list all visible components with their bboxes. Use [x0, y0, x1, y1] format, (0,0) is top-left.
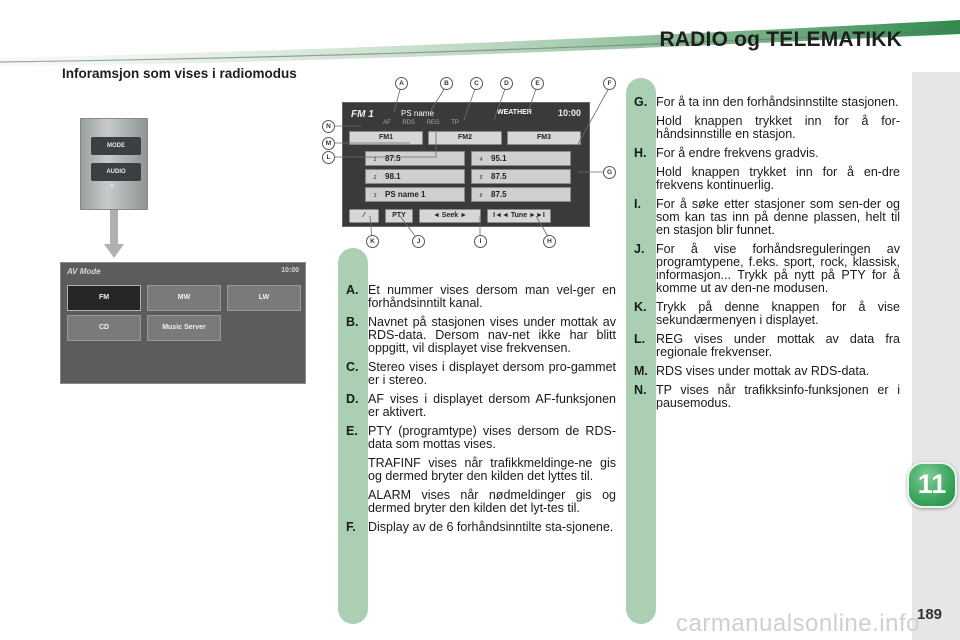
right-margin-strip	[912, 72, 960, 640]
description-text	[656, 333, 900, 359]
description-paragraph: RDS vises under mottak av RDS-data.	[656, 364, 870, 378]
plus-icon: +	[109, 181, 115, 192]
description-paragraph: Stereo vises i displayet dersom pro-gammet er i stereo.	[368, 360, 616, 387]
description-letter: A.	[346, 283, 359, 297]
indicator-af: AF	[383, 120, 391, 126]
tune-button: I◄◄ Tune ►►I	[487, 209, 551, 223]
description-text	[656, 301, 900, 327]
description-text	[368, 425, 616, 515]
av-button-fm: FM	[67, 285, 141, 311]
description-letter: D.	[346, 392, 359, 406]
description-letter: I.	[634, 197, 641, 211]
description-item	[346, 316, 616, 355]
description-letter: G.	[634, 95, 648, 109]
preset-4: 4 95.1	[471, 151, 571, 166]
description-text	[368, 361, 616, 387]
seek-button: ◄ Seek ►	[419, 209, 481, 223]
description-text	[656, 96, 900, 141]
arrow-shaft	[110, 210, 118, 246]
description-text	[656, 365, 900, 378]
description-item	[634, 384, 900, 410]
description-item	[634, 198, 900, 237]
callout-l: L	[322, 151, 335, 164]
callout-f: F	[603, 77, 616, 90]
description-item	[346, 425, 616, 515]
description-paragraph: ALARM vises når nødmeldinger gis og dermed bryter den kilden det lyt-tes til.	[368, 488, 616, 515]
arrow-down-icon	[104, 244, 124, 258]
callout-n: N	[322, 120, 335, 133]
console-mode-button: MODE	[91, 137, 141, 155]
description-paragraph: Hold knappen trykket inn for å for-håndsinnstille en stasjon.	[656, 114, 900, 141]
description-letter: E.	[346, 424, 358, 438]
description-text	[656, 147, 900, 192]
av-button-music-server: Music Server	[147, 315, 221, 341]
chapter-badge: 11	[907, 462, 957, 508]
callout-m: M	[322, 137, 335, 150]
description-paragraph: TRAFINF vises når trafikkmeldinge-ne gis og dermed bryter den kilden det lyttes til.	[368, 456, 616, 483]
description-paragraph: Display av de 6 forhåndsinntilte sta-sjonene.	[368, 520, 614, 534]
description-letter: L.	[634, 332, 646, 346]
radio-mode-label: FM 1	[351, 109, 374, 120]
description-text	[368, 521, 616, 534]
description-letter: J.	[634, 242, 645, 256]
description-paragraph: REG vises under mottak av data fra regionale frekvenser.	[656, 332, 900, 359]
radio-screen	[342, 102, 590, 227]
description-item	[634, 243, 900, 295]
description-paragraph: TP vises når trafikksinfo-funksjonen er i pausemodus.	[656, 383, 900, 410]
description-paragraph: Navnet på stasjonen vises under mottak av RDS-data. Dersom nav-net ikke har blitt oppgitt, vil displayet vise frekvensen.	[368, 315, 616, 355]
description-text	[656, 384, 900, 410]
callout-k: K	[366, 235, 379, 248]
av-button-mw: MW	[147, 285, 221, 311]
console-audio-button: AUDIO	[91, 163, 141, 181]
description-paragraph: For å endre frekvens gradvis.	[656, 146, 819, 160]
av-button-lw: LW	[227, 285, 301, 311]
band-button-fm2: FM2	[428, 131, 502, 145]
av-mode-clock: 10:00	[281, 267, 299, 274]
description-item	[346, 521, 616, 534]
description-paragraph: Et nummer vises dersom man vel-ger en forhåndsinntilt kanal.	[368, 283, 616, 310]
callout-j: J	[412, 235, 425, 248]
pty-button: PTY	[385, 209, 413, 223]
av-mode-title: AV Mode	[67, 267, 101, 276]
description-item	[634, 365, 900, 378]
callout-b: B	[440, 77, 453, 90]
description-letter: B.	[346, 315, 359, 329]
right-description-list	[634, 96, 900, 416]
indicator-rds: RDS	[402, 120, 416, 126]
preset-1: 1 87.5	[365, 151, 465, 166]
radio-clock: 10:00	[557, 108, 581, 118]
description-letter: M.	[634, 364, 648, 378]
description-paragraph: AF vises i displayet dersom AF-funksjonen er aktivert.	[368, 392, 616, 419]
callout-g: G	[603, 166, 616, 179]
description-letter: F.	[346, 520, 356, 534]
description-letter: H.	[634, 146, 647, 160]
description-item	[346, 361, 616, 387]
description-letter: K.	[634, 300, 647, 314]
preset-5: 5 87.5	[471, 169, 571, 184]
indicator-tp: TP	[451, 120, 459, 126]
callout-i: I	[474, 235, 487, 248]
callout-h: H	[543, 235, 556, 248]
description-letter: C.	[346, 360, 359, 374]
page-header-title: RADIO og TELEMATIKK	[659, 28, 902, 51]
indicator-reg: REG	[426, 120, 440, 126]
description-text	[656, 198, 900, 237]
radio-ps-name: PS name	[401, 109, 434, 118]
description-item	[634, 301, 900, 327]
page-number: 189	[917, 606, 943, 623]
callout-e: E	[531, 77, 544, 90]
description-item	[346, 284, 616, 310]
description-letter: N.	[634, 383, 647, 397]
description-paragraph: PTY (programtype) vises dersom de RDS-data som mottas vises.	[368, 424, 616, 451]
section-heading: Inforamsjon som vises i radiomodus	[62, 66, 297, 81]
console-photo	[80, 118, 148, 210]
av-mode-screen	[60, 262, 306, 384]
radio-pty-label: WEATHER	[497, 109, 532, 116]
description-text	[656, 243, 900, 295]
band-button-fm1: FM1	[349, 131, 423, 145]
description-paragraph: Hold knappen trykket inn for å en-dre frekvens kontinuerlig.	[656, 165, 900, 192]
description-paragraph: Trykk på denne knappen for å vise sekundærmenyen i displayet.	[656, 300, 900, 327]
watermark: carmanualsonline.info	[676, 610, 920, 637]
callout-c: C	[470, 77, 483, 90]
av-button-cd: CD	[67, 315, 141, 341]
description-item	[346, 393, 616, 419]
callout-a: A	[395, 77, 408, 90]
radio-indicators	[383, 120, 469, 126]
preset-3: 3 PS name 1	[365, 187, 465, 202]
preset-6: 6 87.5	[471, 187, 571, 202]
description-paragraph: For å søke etter stasjoner som sen-der og som kan tas inn på denne plassen, helt til en stasjon blir funnet.	[656, 197, 900, 237]
description-item	[634, 96, 900, 141]
description-text	[368, 393, 616, 419]
description-item	[634, 333, 900, 359]
description-text	[368, 284, 616, 310]
secondary-menu-button: ⁄	[349, 209, 379, 223]
description-paragraph: For å ta inn den forhåndsinnstilte stasjonen.	[656, 95, 899, 109]
callout-d: D	[500, 77, 513, 90]
band-button-fm3: FM3	[507, 131, 581, 145]
left-description-list	[346, 284, 616, 540]
description-paragraph: For å vise forhåndsreguleringen av programtypene, f.eks. sport, rock, klassisk, informasjon... Trykk på nytt på PTY for å komme ut av den-ne modusen.	[656, 242, 900, 295]
description-item	[634, 147, 900, 192]
description-text	[368, 316, 616, 355]
preset-2: 2 98.1	[365, 169, 465, 184]
